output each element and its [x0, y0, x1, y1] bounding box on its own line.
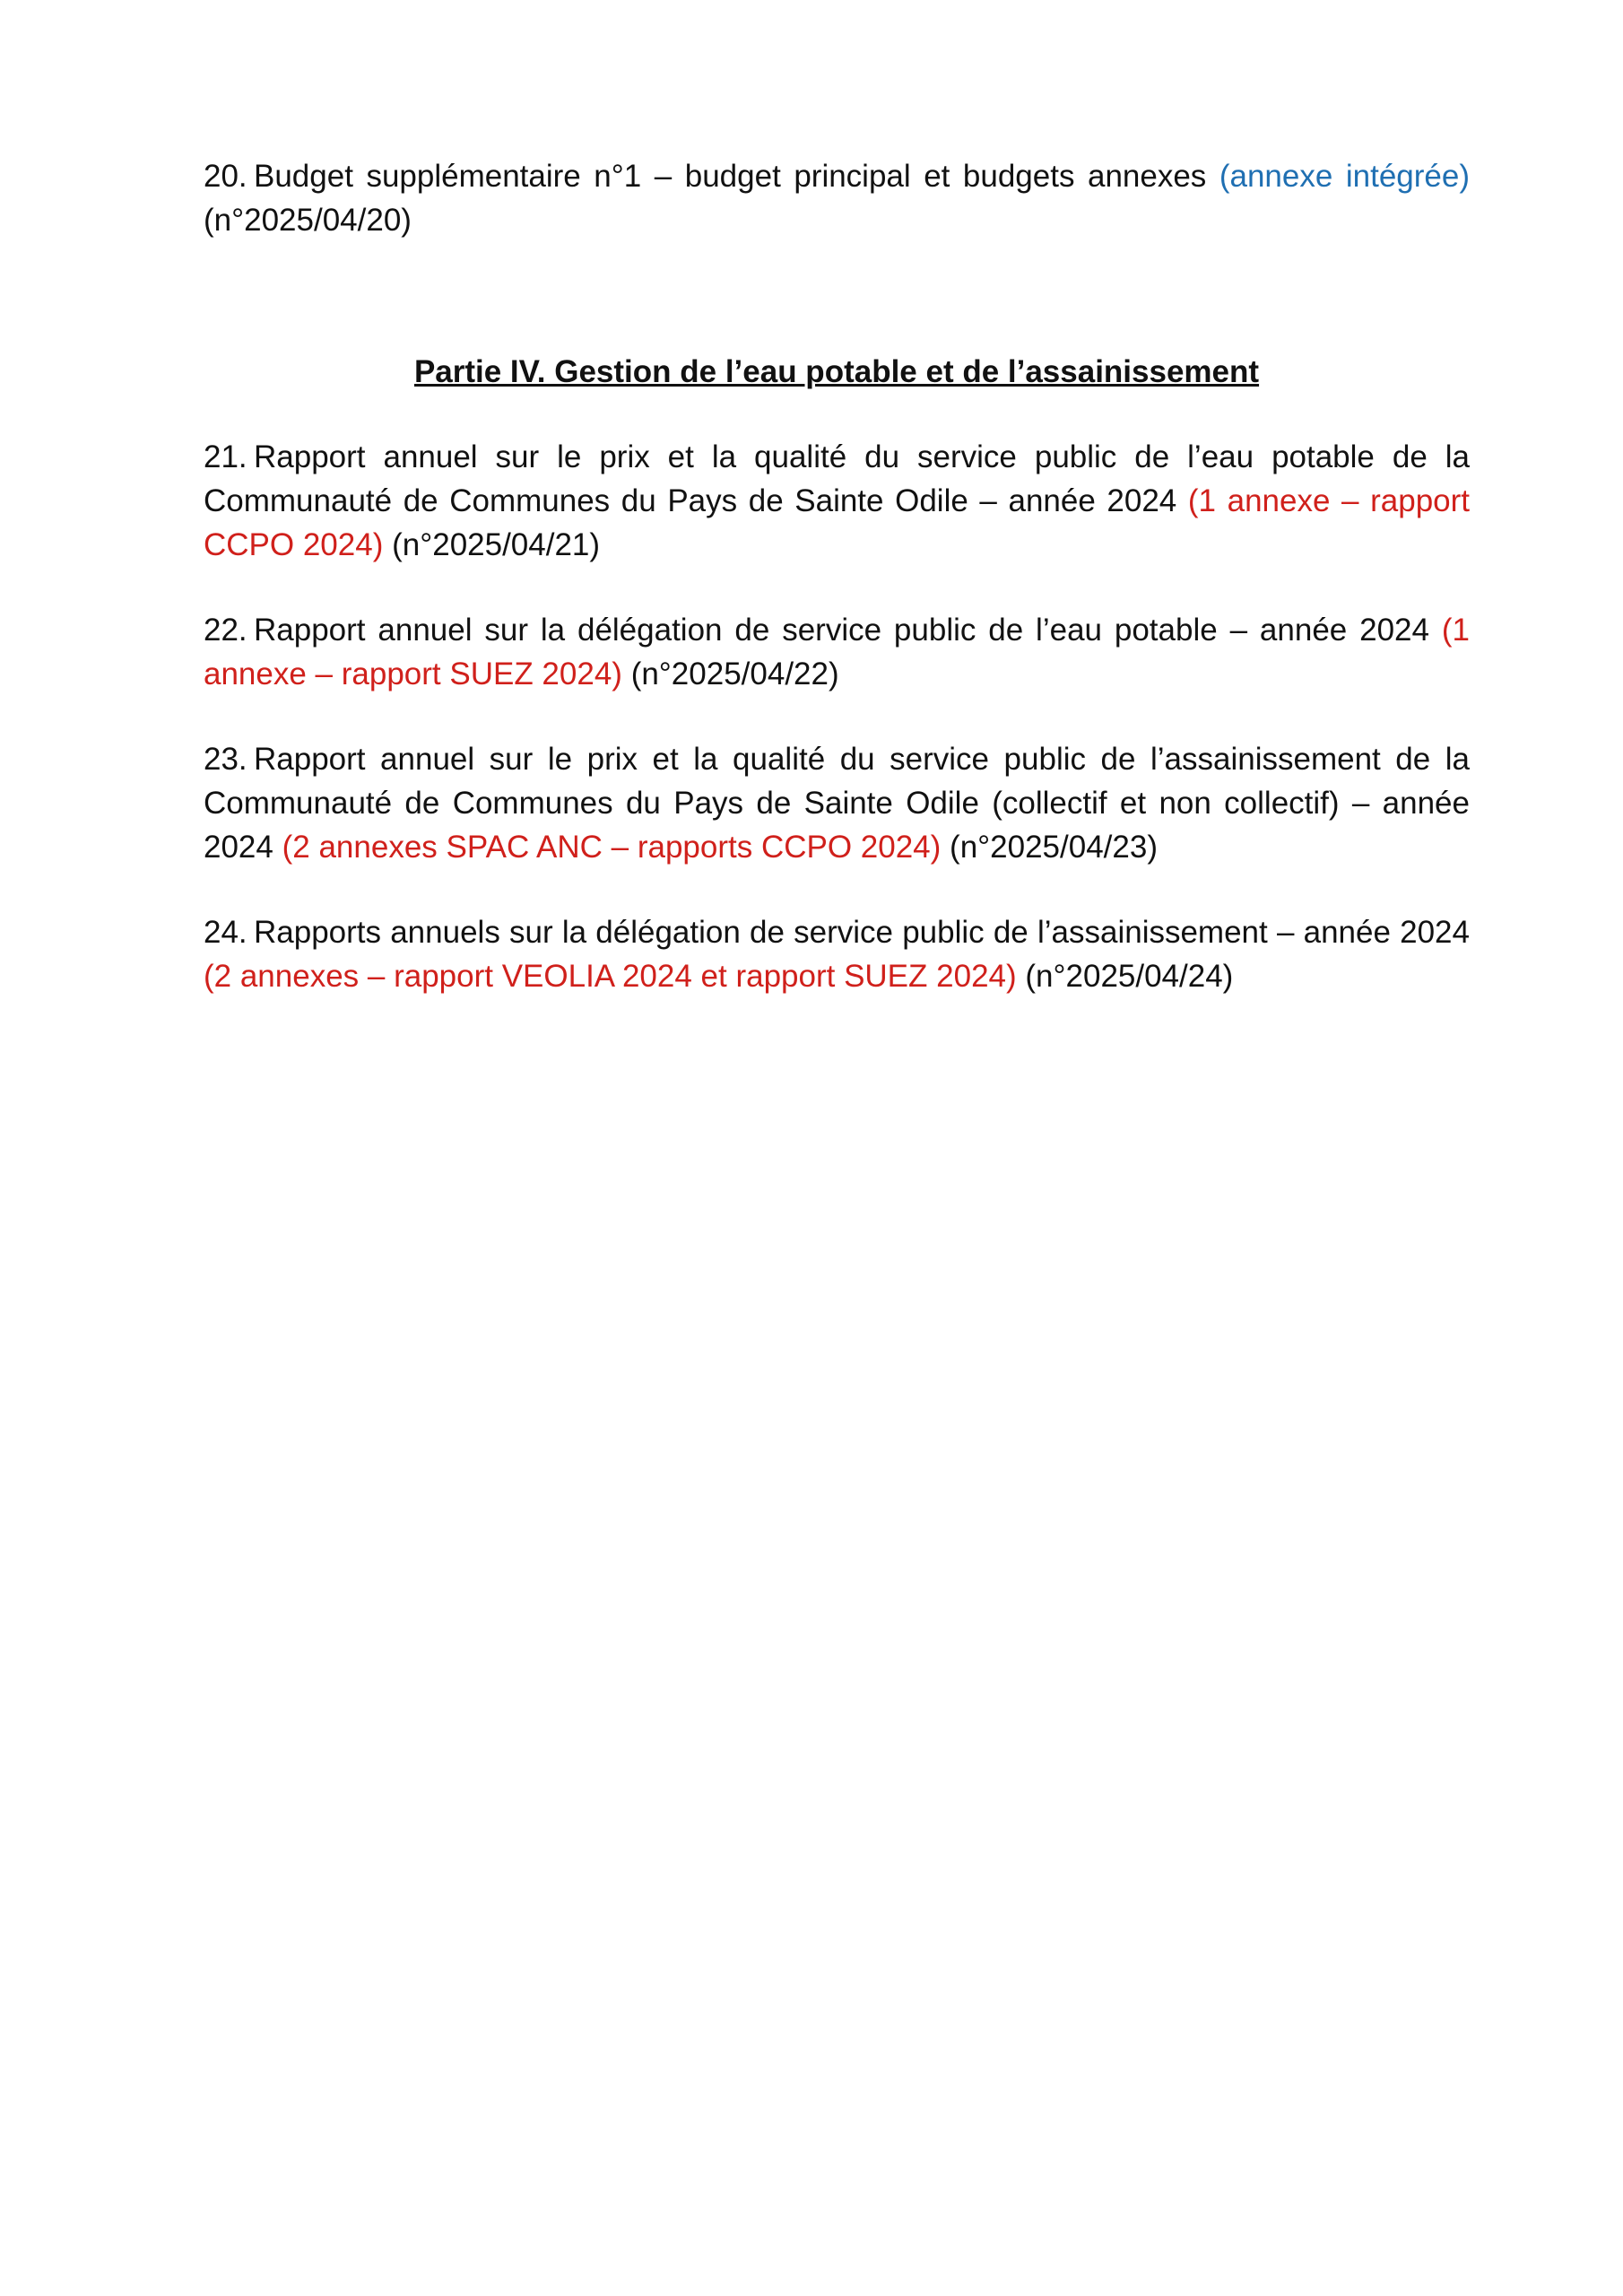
- item-number: 22.: [204, 613, 247, 648]
- item-annex: (1 annexe – rapport CCPO 2024): [204, 483, 1471, 562]
- item-number: 23.: [204, 742, 247, 777]
- section-title: Partie IV. Gestion de l’eau potable et de l’assainissement: [413, 354, 1260, 389]
- item-text: Rapport annuel sur la délégation de service public de l’eau potable – année 2024: [254, 613, 1429, 648]
- agenda-item-21: [204, 435, 1470, 567]
- item-number: 21.: [204, 439, 247, 474]
- item-number: 20.: [204, 159, 247, 194]
- item-text: Rapports annuels sur la délégation de service public de l’assainissement – année 2024: [254, 915, 1470, 950]
- item-annex: (2 annexes – rapport VEOLIA 2024 et rapport SUEZ 2024): [204, 959, 1017, 994]
- item-annex: (2 annexes SPAC ANC – rapports CCPO 2024): [282, 830, 942, 865]
- item-text: Rapport annuel sur le prix et la qualité du service public de l’eau potable de la Communauté de Communes du Pays de Sainte Odile – année 2024: [204, 439, 1470, 518]
- item-number: 24.: [204, 915, 247, 950]
- item-text: Rapport annuel sur le prix et la qualité du service public de l’assainissement de la Communauté de Communes du Pays de Sainte Odile (collectif et non collectif) – année 2024: [204, 742, 1470, 865]
- agenda-item-20: [204, 154, 1470, 242]
- document-page: [204, 154, 1470, 998]
- item-ref: (n°2025/04/23): [950, 830, 1158, 865]
- item-ref: (n°2025/04/24): [1025, 959, 1234, 994]
- item-ref: (n°2025/04/22): [630, 657, 839, 691]
- item-ref: (n°2025/04/21): [392, 527, 601, 562]
- item-ref: (n°2025/04/20): [204, 203, 412, 238]
- item-text: Budget supplémentaire n°1 – budget principal et budgets annexes: [254, 159, 1207, 194]
- agenda-item-23: [204, 737, 1470, 869]
- agenda-item-24: [204, 910, 1470, 998]
- item-annex: (annexe intégrée): [1219, 159, 1470, 194]
- item-annex: (1 annexe – rapport SUEZ 2024): [204, 613, 1470, 691]
- agenda-item-22: [204, 608, 1470, 696]
